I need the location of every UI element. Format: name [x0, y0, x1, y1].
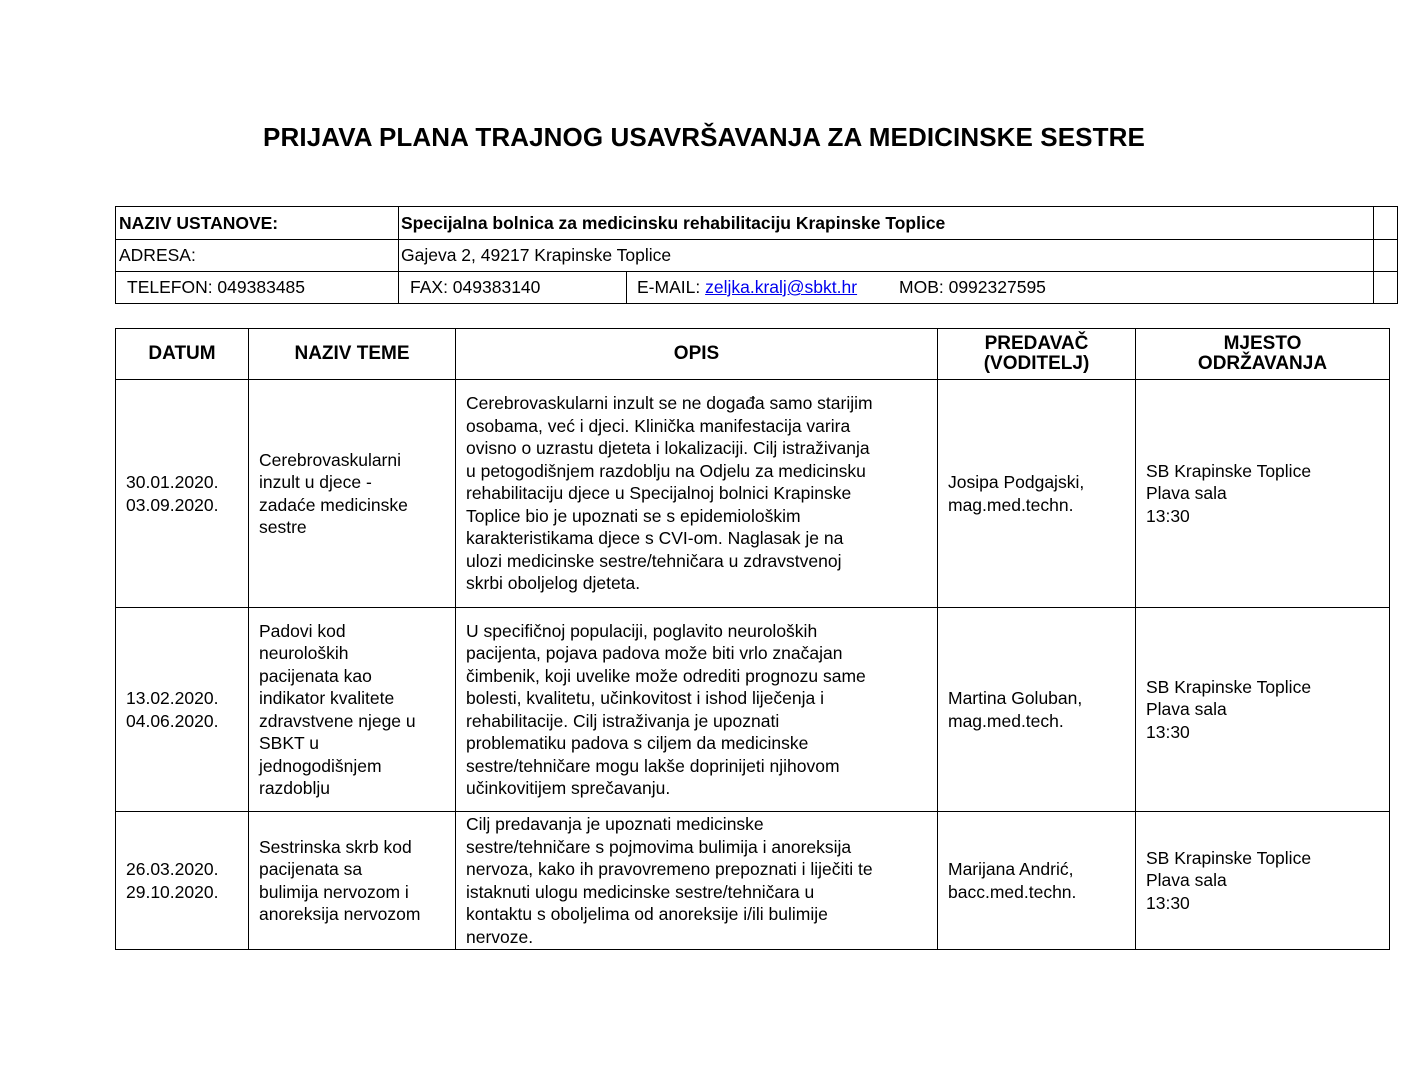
date-line: 04.06.2020. — [126, 710, 219, 731]
description-line: nervoze. — [466, 926, 534, 947]
topic-line: zdravstvene njege u — [259, 710, 416, 731]
location-line: SB Krapinske Toplice — [1146, 676, 1312, 697]
topic-line: pacijenata kao — [259, 665, 372, 686]
fax-number: FAX: 049383140 — [410, 277, 541, 297]
lecturer-line: Marijana Andrić, — [948, 859, 1074, 879]
institution-name-value: Specijalna bolnica za medicinsku rehabilitaciju Krapinske Toplice — [401, 212, 946, 233]
email-label: E-MAIL: — [637, 277, 701, 297]
description-line: rehabilitaciju djece u Specijalnoj bolnici Krapinske — [466, 483, 852, 504]
institution-name-row — [116, 207, 1397, 240]
email-field — [637, 272, 857, 303]
header-mjesto-line: MJESTO — [1223, 333, 1302, 354]
description-line: u petogodišnjem razdoblju na Odjelu za medicinsku — [466, 460, 866, 481]
location-line: Plava sala — [1146, 870, 1227, 891]
topic-line: zadaće medicinske — [259, 494, 408, 515]
description-line: kontaktu s oboljelima od anoreksije i/ili bulimije — [466, 904, 828, 924]
description-line: Cilj predavanja je upoznati medicinske — [466, 814, 764, 834]
description-line: osobama, već i djeci. Klinička manifestacija varira — [466, 415, 851, 436]
lecturer-cell — [938, 608, 1136, 812]
topic-line: inzult u djece - — [259, 472, 372, 492]
description-line: istaknuti ulogu medicinske sestre/tehničara u — [466, 881, 815, 902]
header-mjesto — [1136, 329, 1390, 380]
description-line: nervoza, kako ih pravovremeno prepoznati i liječiti te — [466, 859, 873, 879]
lecturer-line: mag.med.tech. — [948, 710, 1064, 731]
location-line: 13:30 — [1146, 505, 1190, 526]
topic-cell — [249, 608, 456, 812]
description-line: rehabilitacije. Cilj istraživanja je upoznati — [466, 710, 780, 731]
date-line: 26.03.2020. — [126, 859, 219, 879]
topic-line: indikator kvalitete — [259, 688, 395, 708]
description-line: ovisno o uzrastu djeteta i lokalizaciji. Cilj istraživanja — [466, 438, 870, 459]
location-line: Plava sala — [1146, 483, 1227, 504]
table-row — [116, 608, 1390, 812]
description-line: sestre/tehničare s pojmovima bulimija i anoreksija — [466, 836, 852, 857]
topic-line: Padovi kod — [259, 620, 346, 641]
column-divider — [1373, 272, 1374, 303]
description-line: učinkovitijem sprečavanju. — [466, 778, 671, 798]
description-line: skrbi oboljelog djeteta. — [466, 573, 641, 594]
location-cell — [1136, 608, 1390, 812]
column-divider — [398, 207, 399, 239]
address-row — [116, 240, 1397, 272]
lecturer-cell — [938, 812, 1136, 950]
date-cell — [116, 812, 249, 950]
lecturer-line: bacc.med.techn. — [948, 881, 1077, 902]
lecturer-line: Martina Goluban, — [948, 688, 1083, 708]
description-line: bolesti, kvalitetu, učinkovitost i ishod liječenja i — [466, 688, 824, 708]
topic-line: Cerebrovaskularni — [259, 449, 402, 470]
description-line: sestre/tehničare mogu lakše doprinijeti njihovom — [466, 755, 840, 776]
header-opis: OPIS — [456, 329, 938, 380]
contact-row — [116, 272, 1397, 303]
header-predavac — [938, 329, 1136, 380]
table-row — [116, 812, 1390, 950]
topic-line: neuroloških — [259, 643, 349, 663]
location-line: 13:30 — [1146, 892, 1190, 913]
topic-line: jednogodišnjem — [259, 755, 382, 776]
column-divider — [626, 272, 627, 303]
email-link[interactable]: zeljka.kralj@sbkt.hr — [705, 277, 858, 297]
lecturer-line: Josipa Podgajski, — [948, 472, 1085, 492]
topic-line: pacijenata sa — [259, 859, 363, 879]
topic-line: Sestrinska skrb kod — [259, 836, 412, 857]
institution-name-label: NAZIV USTANOVE: — [119, 212, 279, 233]
location-line: 13:30 — [1146, 721, 1190, 742]
column-divider — [1373, 240, 1374, 271]
table-row — [116, 380, 1390, 608]
column-divider — [398, 240, 399, 271]
topic-line: sestre — [259, 517, 307, 537]
date-cell — [116, 380, 249, 608]
location-cell — [1136, 380, 1390, 608]
column-divider — [398, 272, 399, 303]
topic-cell — [249, 380, 456, 608]
description-cell — [456, 380, 938, 608]
header-predavac-line: (VODITELJ) — [983, 353, 1090, 374]
description-line: U specifičnoj populaciji, poglavito neuroloških — [466, 620, 818, 641]
schedule-table — [115, 328, 1390, 950]
location-cell — [1136, 812, 1390, 950]
description-line: Cerebrovaskularni inzult se ne događa samo starijim — [466, 393, 873, 414]
header-mjesto-line: ODRŽAVANJA — [1197, 353, 1328, 374]
mobile-number: MOB: 0992327595 — [899, 277, 1046, 297]
header-predavac-line: PREDAVAČ — [984, 333, 1089, 354]
page-title: PRIJAVA PLANA TRAJNOG USAVRŠAVANJA ZA MEDICINSKE SESTRE — [263, 122, 1145, 152]
header-naziv-teme: NAZIV TEME — [249, 329, 456, 380]
description-line: problematiku padova s ciljem da medicinske — [466, 733, 809, 753]
lecturer-line: mag.med.techn. — [948, 494, 1074, 515]
topic-line: SBKT u — [259, 733, 319, 753]
description-line: čimbenik, koji uvelike može odrediti prognozu same — [466, 665, 866, 686]
description-cell — [456, 608, 938, 812]
topic-line: bulimija nervozom i — [259, 881, 409, 902]
column-divider — [1373, 207, 1374, 239]
header-datum: DATUM — [116, 329, 249, 380]
location-line: Plava sala — [1146, 699, 1227, 720]
phone-number: TELEFON: 049383485 — [127, 277, 306, 297]
location-line: SB Krapinske Toplice — [1146, 460, 1312, 481]
description-line: ulozi medicinske sestre/tehničara u zdravstvenoj — [466, 550, 842, 571]
description-cell — [456, 812, 938, 950]
description-line: pacijenta, pojava padova može biti vrlo značajan — [466, 643, 843, 663]
lecturer-cell — [938, 380, 1136, 608]
table-header-row — [116, 329, 1390, 380]
description-line: karakteristikama djece s CVI-om. Naglasak je na — [466, 528, 844, 549]
address-value: Gajeva 2, 49217 Krapinske Toplice — [401, 245, 672, 265]
date-line: 03.09.2020. — [126, 494, 219, 515]
description-line: Toplice bio je upoznati se s epidemiološkim — [466, 505, 801, 526]
date-line: 29.10.2020. — [126, 881, 219, 902]
topic-line: razdoblju — [259, 778, 331, 798]
topic-cell — [249, 812, 456, 950]
institution-info-table — [115, 206, 1398, 304]
date-line: 13.02.2020. — [126, 688, 219, 708]
topic-line: anoreksija nervozom — [259, 904, 421, 924]
date-line: 30.01.2020. — [126, 472, 219, 492]
address-label: ADRESA: — [119, 245, 196, 265]
date-cell — [116, 608, 249, 812]
location-line: SB Krapinske Toplice — [1146, 847, 1312, 868]
